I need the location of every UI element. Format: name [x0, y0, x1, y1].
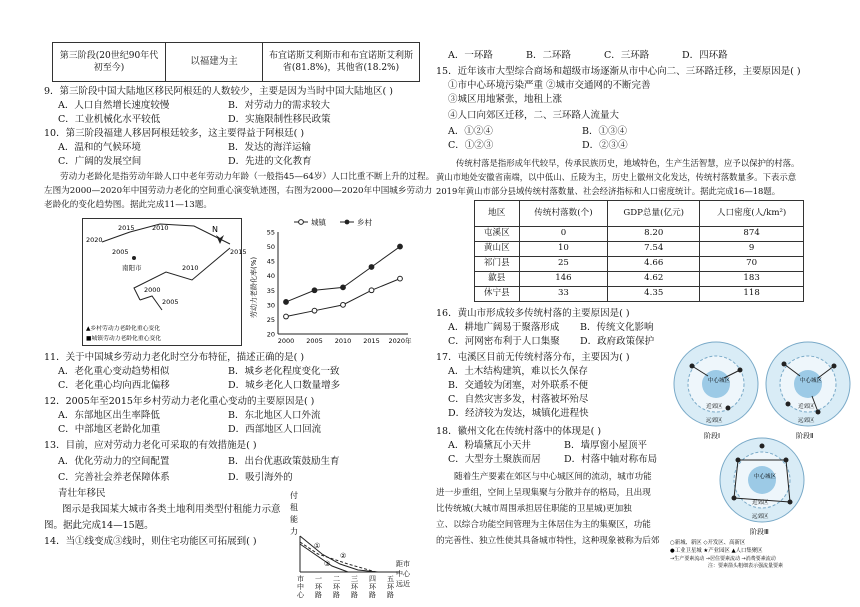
cell: 8.20: [608, 227, 700, 242]
cell: 33: [519, 287, 608, 302]
rent-y-label-2: 租: [290, 503, 298, 512]
intro4-line1: 随着生产要素在郊区与中心城区间的流动，城市功能: [454, 472, 652, 482]
map-year-2010-b: 2010: [182, 264, 199, 272]
q13-option-d-cont: 青壮年移民: [58, 488, 106, 499]
map-year-2020: 2020: [86, 236, 103, 244]
rent-x-tick-char: 路: [387, 591, 394, 599]
stages-legend-1: ○新城、新区 ◇开发区、高新区: [670, 540, 746, 546]
intro3-line2: 黄山市地处安徽省南端，以中低山、丘陵为主，历史上徽州文化发达，传统村落数量多。下表示意: [436, 172, 797, 182]
cell: 4.35: [608, 287, 700, 302]
legend-rural-marker: [345, 220, 350, 225]
data-point-rural: [341, 285, 346, 290]
intro2-line1: 图示是我国某大城市各类土地利用类型付租能力示意: [62, 504, 281, 515]
q13-stem: 13．目前，应对劳动力老化可采取的有效措施是( ): [44, 440, 257, 451]
intro4-line5: 的完善性、独立性使其具备城市特性，这种现象被称为后郊: [436, 536, 660, 546]
intro1-line3: 老龄化的变化趋势图。据此完成11—13题。: [44, 200, 212, 210]
rent-x-tick-char: 环: [387, 583, 394, 591]
rent-x-tick-char: 环: [369, 583, 376, 591]
rent-label-3: ③: [324, 560, 331, 568]
q18-option-d[interactable]: D．村落中轴对称布局: [564, 454, 658, 465]
q11-option-c[interactable]: C．老化重心均向西北偏移: [58, 380, 170, 391]
rent-x-tick-char: 心: [297, 591, 304, 599]
q15-stem: 15．近年该市大型综合商场和超级市场逐渐从市中心向二、三环路迁移，主要原因是( ): [436, 66, 801, 77]
village-table: [474, 200, 804, 302]
q12-option-b[interactable]: B．东北地区人口外流: [228, 410, 321, 421]
migration-table: [52, 42, 420, 82]
cell: 70: [700, 257, 804, 272]
q9-option-c[interactable]: C．工业机械化水平较低: [58, 114, 161, 125]
q11-option-d[interactable]: D．城乡老化人口数量增多: [228, 380, 341, 391]
q16-option-c[interactable]: C．河网密布利于人口集聚: [448, 336, 560, 347]
cell: 9: [700, 242, 804, 257]
q12-option-d[interactable]: D．西部地区人口回流: [228, 424, 322, 435]
rent-y-label-3: 能: [290, 515, 298, 524]
q10-option-a[interactable]: A．温和的气候环境: [58, 142, 141, 153]
data-point-rural: [312, 288, 317, 293]
cell: 10: [519, 242, 608, 257]
q18-option-a[interactable]: A．粉墙黛瓦小天井: [448, 440, 531, 451]
stages-legend-2: ●工业卫星城 ★产业园区 ▲人口集聚区: [670, 548, 763, 554]
data-point-rural: [398, 244, 403, 249]
q14-stem: 14．当①线变成③线时，则住宅功能区可拓展到( ): [44, 536, 257, 547]
stage-2-diagram: [766, 342, 850, 440]
data-point-urban: [312, 308, 317, 313]
stage3-center: 中心城区: [754, 474, 777, 480]
q13-option-d[interactable]: D．吸引海外的: [228, 472, 293, 483]
q15-option-d[interactable]: D．②③④: [582, 140, 628, 151]
aging-rate-line-chart: [248, 214, 418, 352]
cell: 0: [519, 227, 608, 242]
q13-option-b[interactable]: B．出台优惠政策鼓励生育: [228, 456, 340, 467]
table-row: [475, 257, 804, 272]
source-cell: 以福建为主: [166, 43, 263, 82]
rent-x-tick-char: 三: [351, 575, 358, 583]
stage2-label: 阶段Ⅱ: [796, 432, 814, 440]
q18-option-c[interactable]: C．大型夯土聚族而居: [448, 454, 541, 465]
q14-option-a[interactable]: A．一环路: [448, 50, 493, 61]
q13-option-c[interactable]: C．完善社会养老保障体系: [58, 472, 170, 483]
stage2-suburb: 近郊区: [798, 404, 815, 410]
q13-option-a[interactable]: A．优化劳动力的空间配置: [58, 456, 170, 467]
rent-x-tick-char: 路: [333, 591, 340, 599]
rent-label-2: ②: [340, 552, 347, 560]
city-point-icon: [132, 256, 136, 260]
intro1-line2: 左图为2000—2020年中国劳动力老化的空间重心演变轨迹图，右图为2000—2020年中国城乡劳动力: [44, 186, 433, 196]
stage-1-diagram: [674, 342, 758, 440]
q15-statement-1: ①市中心环境污染严重 ②城市交通网的不断完善: [448, 80, 651, 91]
q9-option-a[interactable]: A．人口自然增长速度较慢: [58, 100, 170, 111]
map-year-2015-b: 2015: [230, 248, 247, 256]
q10-option-d[interactable]: D．先进的文化教育: [228, 156, 312, 167]
cell: 874: [700, 227, 804, 242]
rent-x-tick-char: 市: [297, 575, 304, 583]
stage3-label: 阶段Ⅲ: [750, 528, 769, 536]
q12-option-c[interactable]: C．中部地区老龄化加重: [58, 424, 161, 435]
legend-urban-label: 城镇: [311, 218, 326, 227]
data-point-rural: [284, 300, 289, 305]
rent-x-tick-char: 一: [315, 575, 322, 583]
q11-stem: 11．关于中国城乡劳动力老化时空分布特征，描述正确的是( ): [44, 352, 305, 363]
cell: 4.66: [608, 257, 700, 272]
table-row: [475, 227, 804, 242]
stage-cell: 第三阶段(20世纪90年代初至今): [53, 43, 166, 82]
cell: 7.54: [608, 242, 700, 257]
q9-option-d[interactable]: D．实施限制性移民政策: [228, 114, 331, 125]
legend-rural-label: 乡村: [357, 218, 372, 227]
cell: 4.62: [608, 272, 700, 287]
series-line-rural: [286, 247, 400, 302]
q17-option-b[interactable]: B．交通较为闭塞，对外联系不便: [448, 380, 588, 391]
x-tick-label: 2010: [334, 337, 352, 345]
rent-label-1: ①: [314, 542, 321, 550]
y-tick-label: 30: [266, 301, 275, 310]
rent-x-tick-char: 四: [369, 575, 376, 583]
series-line-urban: [286, 279, 400, 317]
distribution-cell: 布宜诺斯艾利斯市和布宜诺斯艾利斯省(81.8%)，其他省(18.2%): [263, 43, 420, 82]
q16-option-d[interactable]: D．政府政策保护: [580, 336, 655, 347]
aging-center-map: [82, 218, 247, 346]
stage1-suburb: 近郊区: [706, 404, 723, 410]
stage-3-diagram: [720, 438, 804, 536]
y-tick-label: 35: [266, 286, 275, 295]
y-axis-label: 劳动力老龄化率(%): [250, 256, 258, 318]
stage2-center: 中心城区: [800, 378, 823, 384]
rent-x-tick-char: 路: [369, 591, 376, 599]
cell: 118: [700, 287, 804, 302]
rent-curve-3: [300, 542, 376, 572]
rent-x-tick-char: 路: [315, 591, 322, 599]
city-label: 南阳市: [122, 264, 142, 272]
stages-note: 注：要素箭头粗细表示强流量要素: [708, 563, 784, 569]
cell: 屯溪区: [475, 227, 520, 242]
q14-option-c[interactable]: C．三环路: [604, 50, 650, 61]
intro2-line2: 图。据此完成14—15题。: [44, 520, 154, 531]
q12-stem: 12．2005年至2015年乡村劳动力老化重心变动的主要原因是( ): [44, 396, 315, 407]
stage1-center: 中心城区: [708, 378, 731, 384]
q17-option-c[interactable]: C．自然灾害多发，村落被坏殆尽: [448, 394, 589, 405]
map-year-2010-a: 2010: [152, 224, 169, 232]
y-tick-label: 45: [266, 257, 275, 266]
q10-option-c[interactable]: C．广阔的发展空间: [58, 156, 142, 167]
rent-x-tick-char: 五: [387, 575, 394, 583]
map-year-2005-b: 2005: [162, 298, 179, 306]
q17-option-a[interactable]: A．土木结构建筑，难以长久保存: [448, 366, 588, 377]
q16-option-b[interactable]: B．传统文化影响: [580, 322, 654, 333]
q15-option-b[interactable]: B．①③④: [582, 126, 627, 137]
data-point-urban: [369, 288, 374, 293]
rent-x-tick-char: 二: [333, 575, 340, 583]
q12-option-a[interactable]: A．东部地区出生率降低: [58, 410, 160, 421]
rent-y-label-1: 付: [290, 491, 298, 500]
village-header-region: 地区: [475, 201, 520, 227]
stage1-label: 阶段Ⅰ: [704, 432, 721, 440]
cell: 歙县: [475, 272, 520, 287]
cell: 25: [519, 257, 608, 272]
y-tick-label: 25: [266, 315, 275, 324]
map-year-2015-a: 2015: [118, 224, 135, 232]
y-tick-label: 20: [266, 330, 275, 339]
intro4-line3: 比传统城(大城市周围承担居住职能的卫星城)更加独: [436, 504, 632, 514]
y-tick-label: 50: [266, 243, 275, 252]
x-tick-label: 2020年: [388, 337, 412, 345]
cell: 休宁县: [475, 287, 520, 302]
q18-option-b[interactable]: B．墙厚窗小屋顶平: [564, 440, 647, 451]
map-legend-urban: ■城镇劳动力老龄化重心变化: [86, 336, 162, 342]
q11-option-b[interactable]: B．城乡老化程度变化一致: [228, 366, 340, 377]
x-tick-label: 2015: [363, 337, 380, 345]
table-row: [475, 287, 804, 302]
intro4-line4: 立、以综合功能空间管理为主体居住为主的集聚区，功能: [436, 520, 651, 530]
stages-legend-3: →生产要素流动 →居住要素流动 →消费要素流动: [670, 556, 776, 562]
q11-option-a[interactable]: A．老化重心变动趋势相似: [58, 366, 170, 377]
map-year-2005-a: 2005: [112, 248, 129, 256]
rent-x-label-3: 远近: [396, 580, 410, 588]
y-tick-label: 40: [266, 272, 275, 281]
map-year-2000: 2000: [144, 286, 161, 294]
cell: 祁门县: [475, 257, 520, 272]
q16-stem: 16．黄山市形成较多传统村落的主要原因是( ): [436, 308, 630, 319]
rent-x-label-2: 中心: [396, 570, 410, 578]
rent-x-tick-char: 环: [315, 583, 322, 591]
village-header-density: 人口密度(人/km²): [700, 201, 804, 227]
q17-option-d[interactable]: D．经济较为发达，城镇化进程快: [448, 408, 589, 419]
q9-option-b[interactable]: B．对劳动力的需求较大: [228, 100, 330, 111]
cell: 146: [519, 272, 608, 287]
q14-option-b[interactable]: B．二环路: [526, 50, 571, 61]
q15-option-c[interactable]: C．①②③: [448, 140, 494, 151]
village-header-gdp: GDP总量(亿元): [608, 201, 700, 227]
stage3-suburb: 近郊区: [752, 500, 769, 506]
data-point-rural: [369, 265, 374, 270]
stage3-outer: 远郊区: [752, 514, 769, 520]
map-legend-rural: ▲乡村劳动力老龄化重心变化: [86, 326, 161, 332]
q14-option-d[interactable]: D．四环路: [682, 50, 728, 61]
intro1-line1: 劳动力老龄化是指劳动年龄人口中老年劳动力年龄（一般指45—64岁）人口比重不断上升的过程。: [60, 172, 435, 182]
north-arrow-label: N: [212, 225, 218, 234]
q10-stem: 10．第三阶段福建人移居阿根廷较多，这主要得益于阿根廷( ): [44, 128, 305, 139]
rent-x-tick-char: 环: [333, 583, 340, 591]
q15-option-a[interactable]: A．①②④: [448, 126, 493, 137]
intro3-line1: 传统村落是指形成年代较早，传承民族历史，地域特色，生产生活智慧，应予以保护的村落。: [456, 158, 800, 168]
q10-option-b[interactable]: B．发达的海洋运输: [228, 142, 311, 153]
x-tick-label: 2005: [306, 337, 323, 345]
intro3-line3: 2019年黄山市部分县域传统村落数量、社会经济指标和人口密度统计。据此完成16—18题。: [436, 186, 781, 196]
rent-x-tick-char: 中: [297, 583, 304, 591]
suburbanization-stages-diagram: [668, 336, 856, 568]
rent-capacity-chart: [278, 484, 426, 604]
rent-x-tick-char: 路: [351, 591, 358, 599]
cell: 183: [700, 272, 804, 287]
data-point-urban: [341, 302, 346, 307]
q18-stem: 18．徽州文化在传统村落中的体现是( ): [436, 426, 602, 437]
table-row: [475, 242, 804, 257]
q15-statement-2: ③城区用地紧张，地租上涨: [448, 94, 563, 105]
q9-stem: 9．第三阶段中国大陆地区移民阿根廷的人数较少，主要是因为当时中国大陆地区( ): [44, 86, 393, 97]
rent-x-label-1: 距市: [396, 560, 410, 568]
table-row: [475, 272, 804, 287]
y-tick-label: 55: [266, 228, 275, 237]
village-header-count: 传统村落数(个): [519, 201, 608, 227]
legend-urban-marker: [299, 220, 304, 225]
stage1-outer: 远郊区: [706, 418, 723, 424]
cell: 黄山区: [475, 242, 520, 257]
data-point-urban: [284, 314, 289, 319]
q16-option-a[interactable]: A．耕地广阔易于聚落形成: [448, 322, 560, 333]
rent-x-tick-char: 环: [351, 583, 358, 591]
stage2-outer: 远郊区: [798, 418, 815, 424]
q15-statement-3: ④人口向郊区迁移，二、三环路人流量大: [448, 110, 620, 121]
data-point-urban: [398, 276, 403, 281]
q17-stem: 17．屯溪区目前无传统村落分布，主要因为( ): [436, 352, 630, 363]
x-tick-label: 2000: [277, 337, 295, 345]
intro4-line2: 进一步重组，空间上呈现集聚与分散并存的格局，且出现: [436, 488, 651, 498]
rent-y-label-4: 力: [290, 527, 298, 536]
